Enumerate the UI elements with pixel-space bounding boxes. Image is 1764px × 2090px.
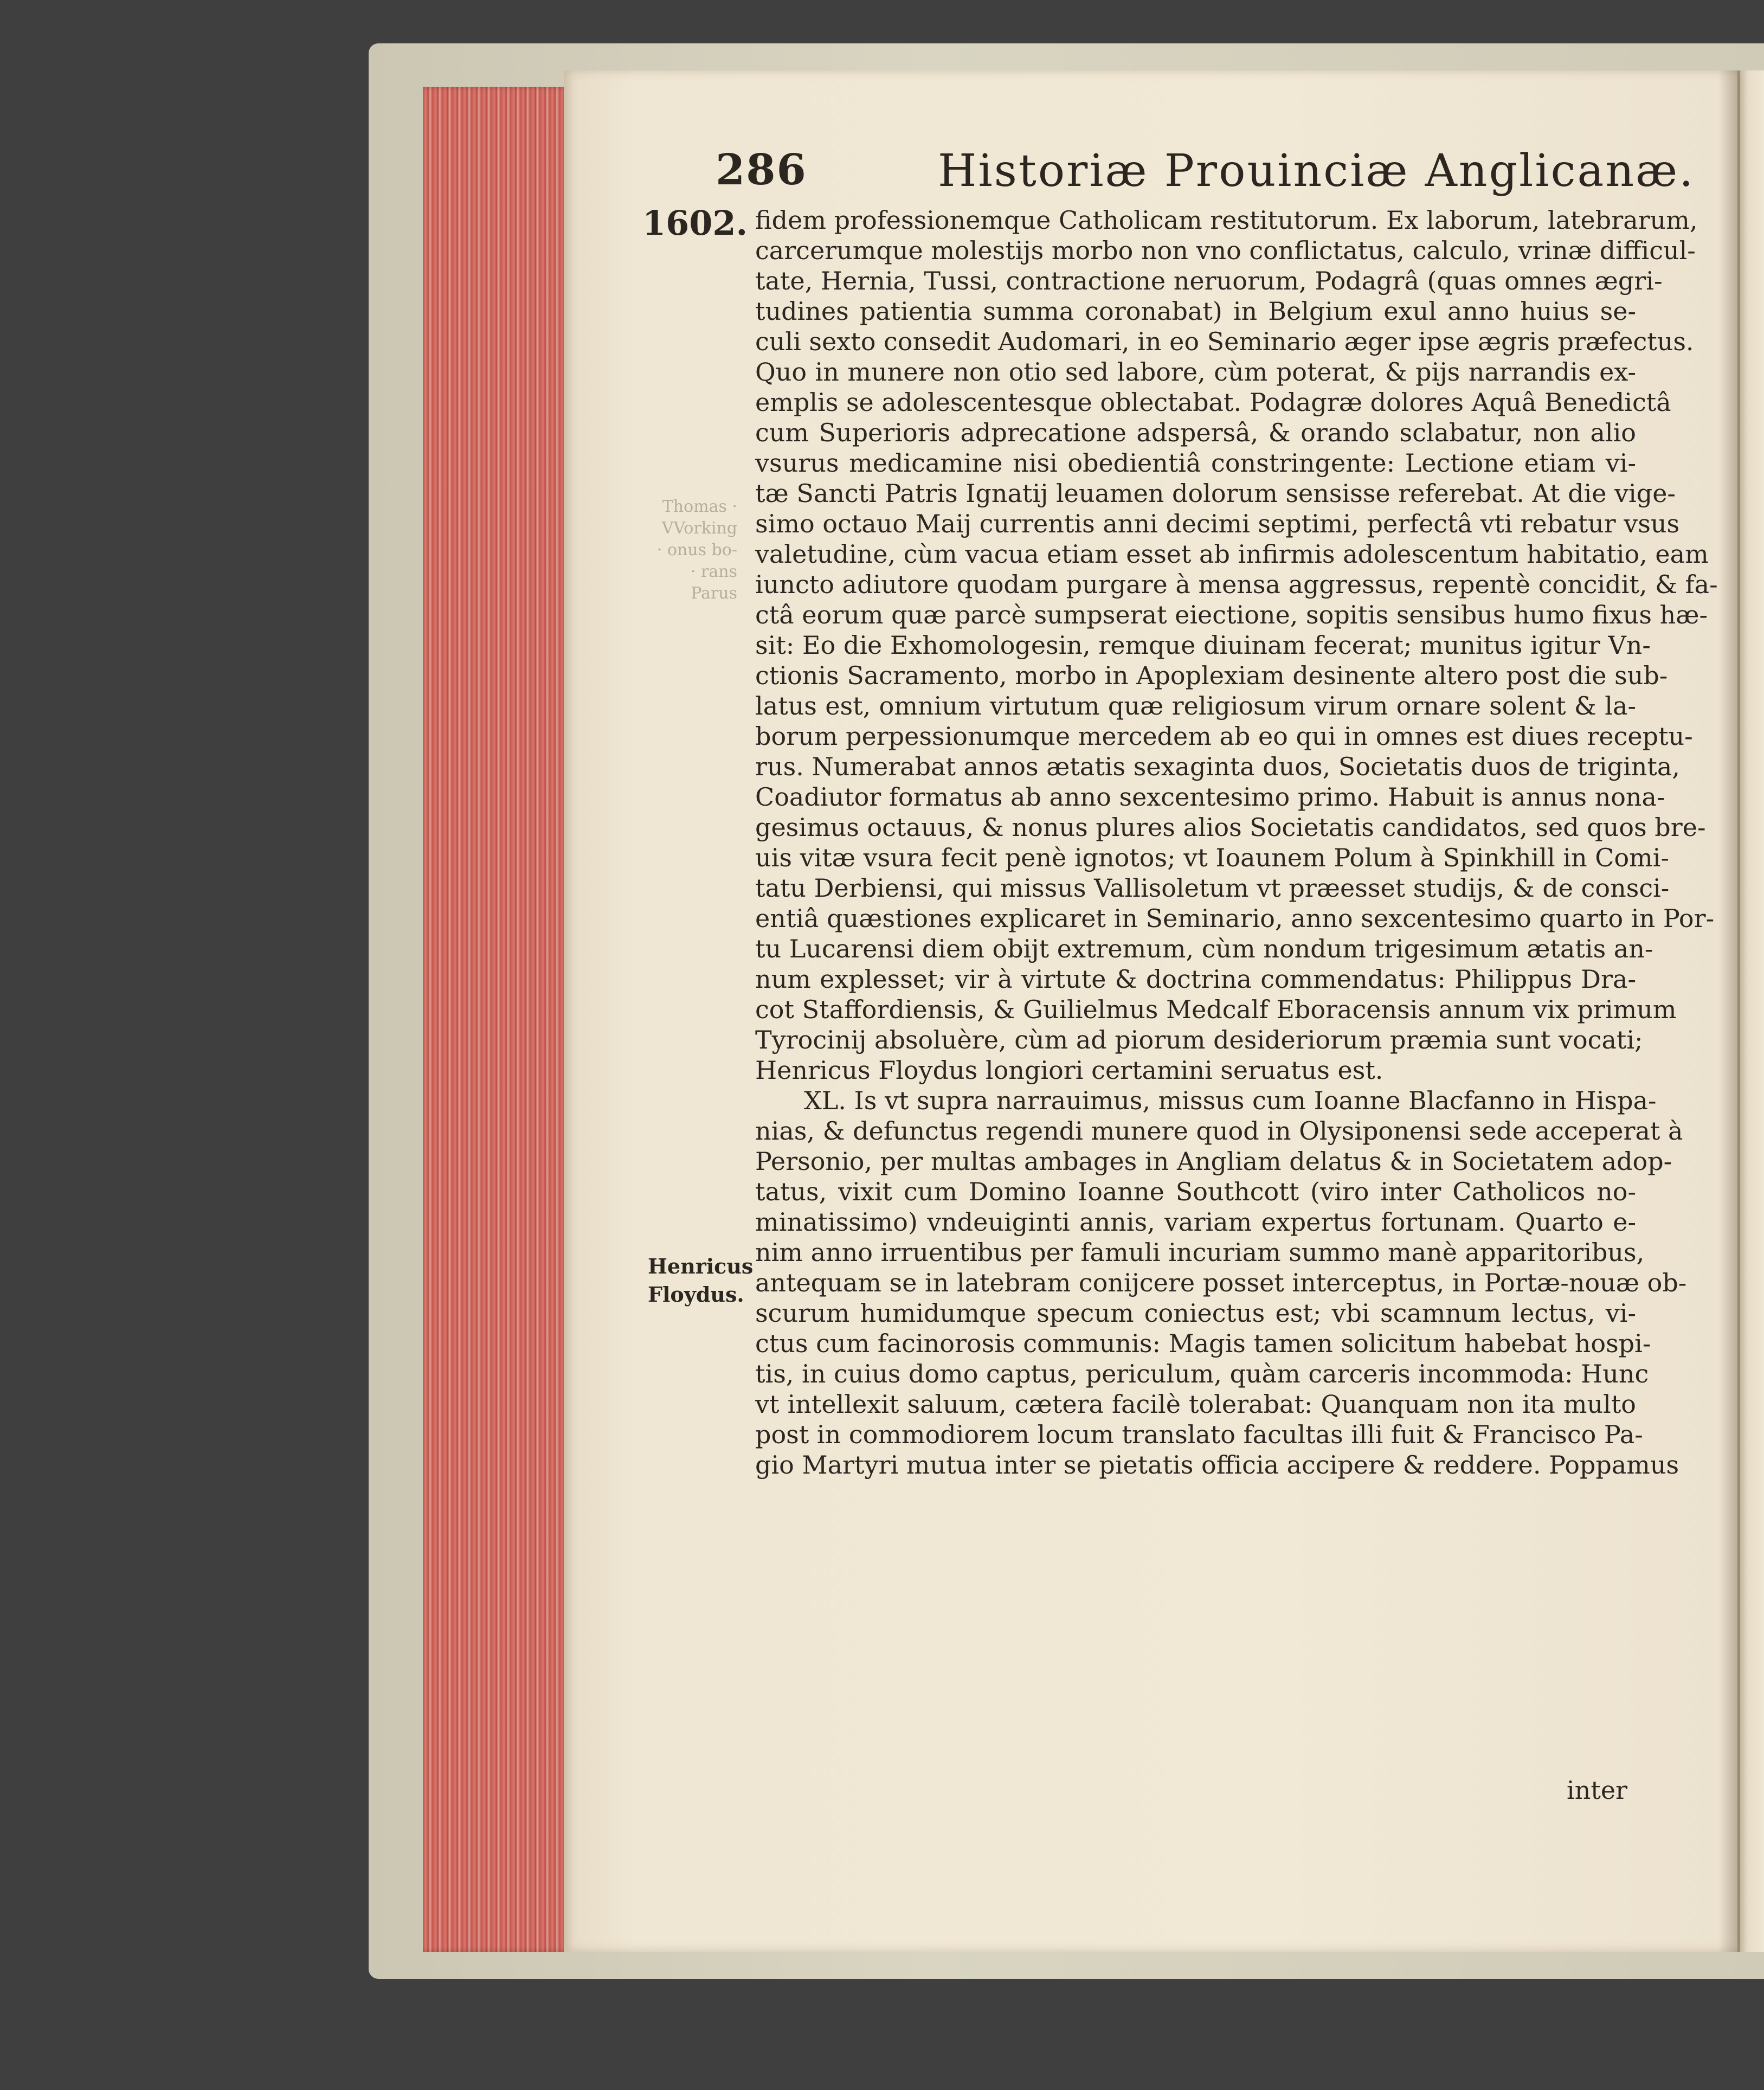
- text-line: cot Staffordiensis, & Guilielmus Medcalf Eboracensis annum vix primum: [755, 995, 1677, 1024]
- text-line: Personio, per multas ambages in Angliam delatus & in Societatem adop-: [755, 1147, 1672, 1176]
- page-edges: [423, 87, 569, 1952]
- running-title: Historiæ Prouinciæ Anglicanæ.: [938, 145, 1695, 197]
- text-line: nim anno irruentibus per famuli incuriam summo manè apparitoribus,: [755, 1238, 1645, 1267]
- page-number: 286: [716, 145, 807, 195]
- text-line: num explesset; vir à virtute & doctrina commendatus: Philippus Dra-: [755, 964, 1636, 994]
- text-line: Quo in munere non otio sed labore, cùm poterat, & pijs narrandis ex-: [755, 357, 1636, 387]
- text-line: ctâ eorum quæ parcè sumpserat eiectione, sopitis sensibus humo fixus hæ-: [755, 600, 1708, 629]
- margin-note-line: Floydus.: [648, 1282, 744, 1307]
- margin-note: [648, 1252, 756, 1309]
- text-line: gesimus octauus, & nonus plures alios Societatis candidatos, sed quos bre-: [755, 813, 1706, 842]
- text-line: tis, in cuius domo captus, periculum, quàm carceris incommoda: Hunc: [755, 1359, 1649, 1388]
- text-line: Coadiutor formatus ab anno sexcentesimo primo. Habuit is annus nona-: [755, 782, 1665, 812]
- text-line: uis vitæ vsura fecit penè ignotos; vt Ioaunem Polum à Spinkhill in Comi-: [755, 843, 1670, 872]
- margin-year: 1602.: [642, 203, 748, 243]
- text-line: Tyrocinij absoluère, cùm ad piorum desideriorum præmia sunt vocati;: [755, 1025, 1643, 1054]
- text-line: tu Lucarensi diem obijt extremum, cùm nondum trigesimum ætatis an-: [755, 934, 1653, 963]
- running-head: [716, 145, 1695, 205]
- text-line: emplis se adolescentesque oblectabat. Podagræ dolores Aquâ Benedictâ: [755, 388, 1671, 417]
- text-line: tatus, vixit cum Domino Ioanne Southcott (viro inter Catholicos no-: [755, 1177, 1636, 1206]
- catch-word: inter: [1567, 1776, 1628, 1805]
- text-line: fidem professionemque Catholicam restitutorum. Ex laborum, latebrarum,: [755, 205, 1698, 235]
- margin-note-line: Henricus: [648, 1254, 754, 1278]
- text-line: valetudine, cùm vacua etiam esset ab infirmis adolescentum habitatio, eam: [755, 539, 1709, 569]
- text-line: scurum humidumque specum coniectus est; vbi scamnum lectus, vi-: [755, 1298, 1636, 1328]
- text-line: tudines patientia summa coronabat) in Belgium exul anno huius se-: [755, 297, 1636, 326]
- text-line: carcerumque molestijs morbo non vno conflictatus, calculo, vrinæ difficul-: [755, 236, 1696, 265]
- text-line: simo octauo Maij currentis anni decimi septimi, perfectâ vti rebatur vsus: [755, 509, 1680, 538]
- text-line: ctionis Sacramento, morbo in Apoplexiam desinente altero post die sub-: [755, 661, 1668, 690]
- text-line: cum Superioris adprecatione adspersâ, & orando sclabatur, non alio: [755, 418, 1636, 447]
- text-line: tæ Sancti Patris Ignatij leuamen dolorum sensisse referebat. At die vige-: [755, 479, 1676, 508]
- text-line: culi sexto consedit Audomari, in eo Seminario æger ipse ægris præfectus.: [755, 327, 1694, 356]
- text-line: rus. Numerabat annos ætatis sexaginta duos, Societatis duos de triginta,: [755, 752, 1680, 781]
- text-line: latus est, omnium virtutum quæ religiosum virum ornare solent & la-: [755, 691, 1636, 721]
- text-line: borum perpessionumque mercedem ab eo qui in omnes est diues receptu-: [755, 722, 1693, 751]
- text-line: Henricus Floydus longiori certamini seruatus est.: [755, 1056, 1383, 1085]
- text-line: gio Martyri mutua inter se pietatis officia accipere & reddere. Poppamus: [755, 1450, 1679, 1480]
- text-line: iuncto adiutore quodam purgare à mensa aggressus, repentè concidit, & fa-: [755, 570, 1718, 599]
- gutter-shadow: [1718, 70, 1740, 1952]
- text-line: XL. Is vt supra narrauimus, missus cum Ioanne Blacfanno in Hispa-: [804, 1086, 1657, 1115]
- margin-show-through: Thomas · VVorking · onus bo- · rans Parus: [656, 497, 737, 603]
- text-line: nias, & defunctus regendi munere quod in Olysiponensi sede acceperat à: [755, 1116, 1683, 1146]
- body-text: [755, 205, 1718, 1480]
- text-line: tatu Derbiensi, qui missus Vallisoletum vt præesset studijs, & de consci-: [755, 873, 1670, 903]
- text-line: tate, Hernia, Tussi, contractione neruorum, Podagrâ (quas omnes ægri-: [755, 266, 1663, 295]
- text-line: vt intellexit saluum, cætera facilè tolerabat: Quanquam non ita multo: [755, 1390, 1636, 1419]
- text-line: entiâ quæstiones explicaret in Seminario, anno sexcentesimo quarto in Por-: [755, 904, 1715, 933]
- facing-page-edge: [1737, 70, 1764, 1952]
- text-line: antequam se in latebram conijcere posset interceptus, in Portæ-nouæ ob-: [755, 1268, 1687, 1297]
- text-line: sit: Eo die Exhomologesin, remque diuinam fecerat; munitus igitur Vn-: [755, 631, 1651, 660]
- text-line: post in commodiorem locum translato facultas illi fuit & Francisco Pa-: [755, 1420, 1643, 1449]
- text-line: vsurus medicamine nisi obedientiâ constringente: Lectione etiam vi-: [755, 448, 1636, 478]
- text-line: ctus cum facinorosis communis: Magis tamen solicitum habebat hospi-: [755, 1329, 1651, 1358]
- text-line: minatissimo) vndeuiginti annis, variam expertus fortunam. Quarto e-: [755, 1207, 1636, 1237]
